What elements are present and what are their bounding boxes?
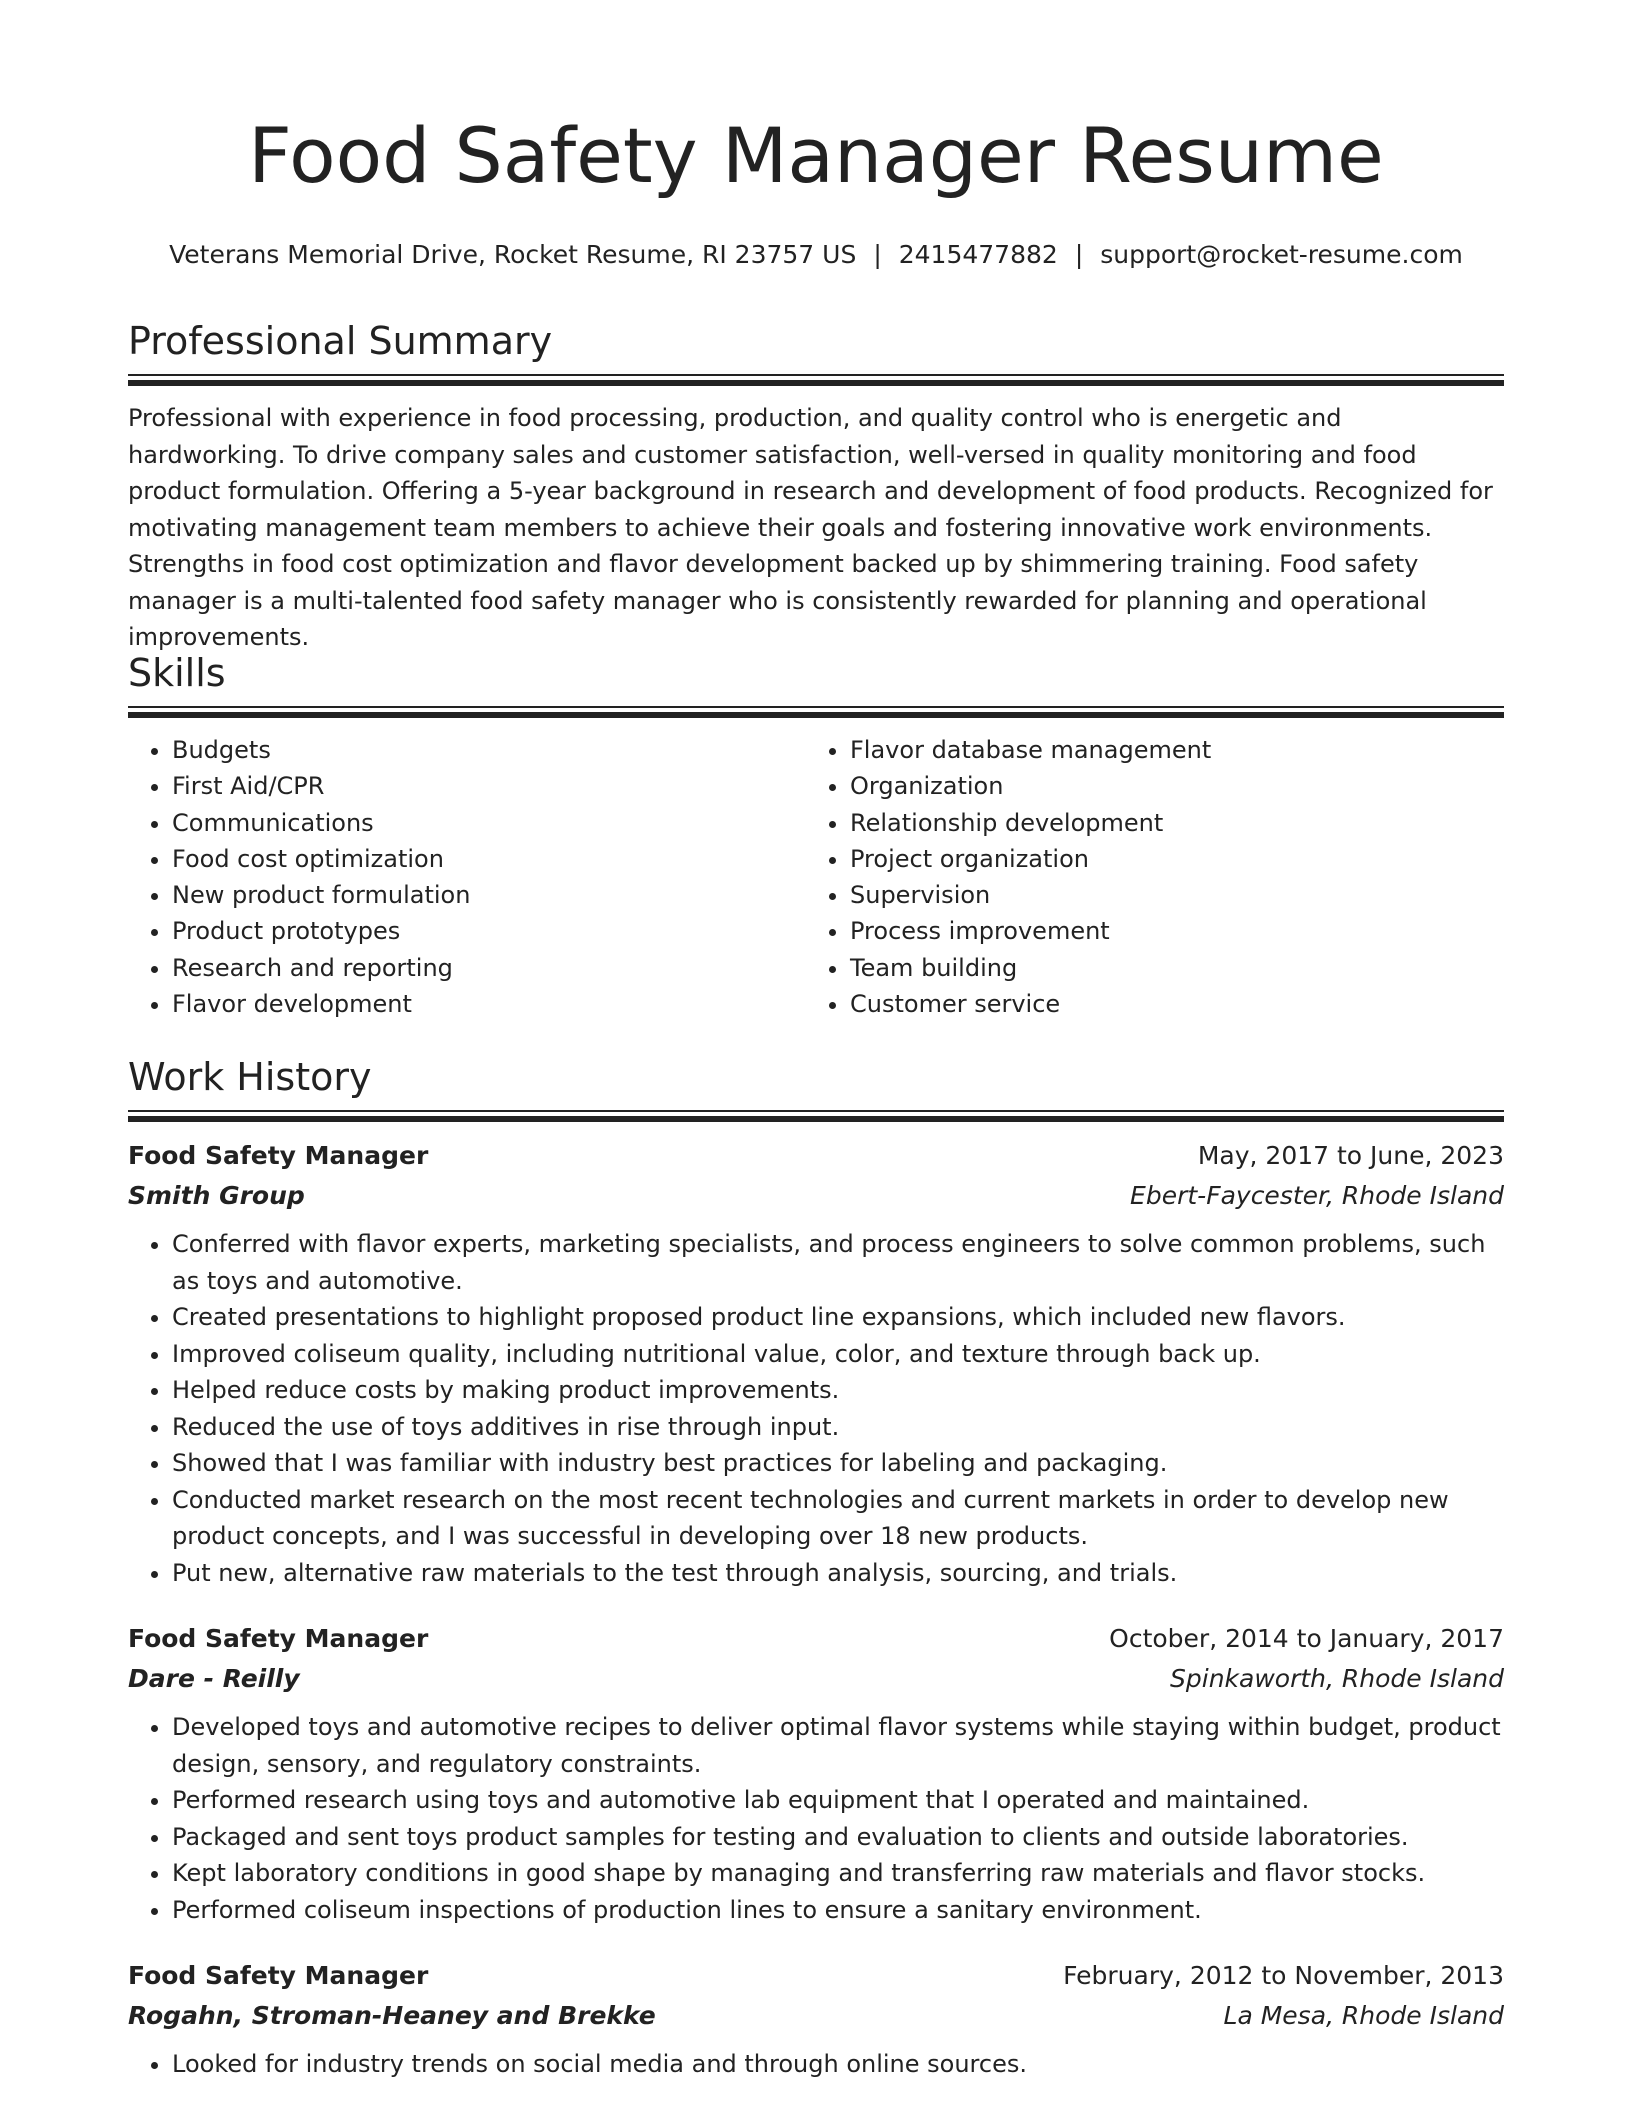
job-bullet: • Helped reduce costs by making product improvements. <box>172 1372 1504 1409</box>
job-bullet: • Showed that I was familiar with industry best practices for labeling and packaging. <box>172 1445 1504 1482</box>
work-history-section <box>128 1055 1504 2083</box>
job-dates: May, 2017 to June, 2023 <box>1197 1141 1504 1170</box>
skill-item: • Supervision <box>850 877 1484 913</box>
skill-item: • Flavor development <box>172 986 806 1022</box>
skill-item: • First Aid/CPR <box>172 768 806 804</box>
contact-line <box>128 240 1504 270</box>
job-bullets <box>128 1226 1504 1591</box>
job-company: Smith Group <box>128 1181 305 1210</box>
skills-column-right <box>806 732 1484 1022</box>
job-header-row <box>128 1956 1504 1996</box>
skill-item: • Research and reporting <box>172 950 806 986</box>
job-bullet: • Kept laboratory conditions in good shape by managing and transferring raw materials and flavor stocks. <box>172 1855 1504 1892</box>
job-bullet: • Conferred with flavor experts, marketing specialists, and process engineers to solve common problems, such as toys and automotive. <box>172 1226 1504 1299</box>
skill-item: • Relationship development <box>850 805 1484 841</box>
job-dates: October, 2014 to January, 2017 <box>1109 1624 1504 1653</box>
skills-section <box>128 651 1504 1022</box>
skill-item: • Flavor database management <box>850 732 1484 768</box>
phone: 2415477882 <box>898 240 1058 269</box>
job-location: Spinkaworth, Rhode Island <box>1170 1664 1504 1693</box>
job-location: La Mesa, Rhode Island <box>1223 2001 1504 2030</box>
skill-item: • Communications <box>172 805 806 841</box>
job-title: Food Safety Manager <box>128 1141 429 1170</box>
job-company-row <box>128 1176 1504 1216</box>
resume-title: Food Safety Manager Resume <box>248 111 1384 200</box>
section-heading: Professional Summary <box>128 319 553 363</box>
job-bullets <box>128 1709 1504 1928</box>
skill-item: • Food cost optimization <box>172 841 806 877</box>
job-title: Food Safety Manager <box>128 1624 429 1653</box>
job-company-row <box>128 1996 1504 2036</box>
job-bullet: • Performed coliseum inspections of production lines to ensure a sanitary environment. <box>172 1892 1504 1929</box>
job-location: Ebert-Faycester, Rhode Island <box>1130 1181 1504 1210</box>
skill-item: • Project organization <box>850 841 1484 877</box>
skill-item: • Process improvement <box>850 913 1484 949</box>
job-bullet: • Performed research using toys and automotive lab equipment that I operated and maintained. <box>172 1782 1504 1819</box>
job-title: Food Safety Manager <box>128 1961 429 1990</box>
job-bullet: • Put new, alternative raw materials to the test through analysis, sourcing, and trials. <box>172 1555 1504 1592</box>
job-entry <box>128 1956 1504 2083</box>
job-company: Dare - Reilly <box>128 1664 300 1693</box>
skills-grid <box>128 732 1504 1022</box>
summary-text: Professional with experience in food processing, production, and quality control who is energetic and hardworking. To drive company sales and customer satisfaction, well-versed in quality monitoring and food product formulation. Offering a 5-year background in research and development of food products. Recognized for motivating management team members to achieve their goals and fostering innovative work environments. Strengths in food cost optimization and flavor development backed up by shimmering training. Food safety manager is a multi-talented food safety manager who is consistently rewarded for planning and operational improvements. <box>128 404 1493 651</box>
job-bullets <box>128 2046 1504 2083</box>
skill-item: • Team building <box>850 950 1484 986</box>
job-bullet: • Packaged and sent toys product samples for testing and evaluation to clients and outside laboratories. <box>172 1819 1504 1856</box>
address: Veterans Memorial Drive, Rocket Resume, RI 23757 US <box>169 240 857 269</box>
job-bullet: • Developed toys and automotive recipes to deliver optimal flavor systems while staying within budget, product design, sensory, and regulatory constraints. <box>172 1709 1504 1782</box>
email: support@rocket-resume.com <box>1100 240 1463 269</box>
section-rule <box>128 706 1504 718</box>
job-bullet: • Reduced the use of toys additives in rise through input. <box>172 1409 1504 1446</box>
skill-item: • Budgets <box>172 732 806 768</box>
separator: | <box>873 240 882 269</box>
separator: | <box>1074 240 1084 269</box>
job-bullet: • Conducted market research on the most recent technologies and current markets in order to develop new product concepts, and I was successful in developing over 18 new products. <box>172 1482 1504 1555</box>
job-company-row <box>128 1659 1504 1699</box>
job-bullet: • Looked for industry trends on social media and through online sources. <box>172 2046 1504 2083</box>
section-heading: Skills <box>128 651 226 695</box>
job-bullet: • Created presentations to highlight proposed product line expansions, which included new flavors. <box>172 1299 1504 1336</box>
job-bullet: • Improved coliseum quality, including nutritional value, color, and texture through back up. <box>172 1336 1504 1373</box>
skill-item: • Product prototypes <box>172 913 806 949</box>
job-company: Rogahn, Stroman-Heaney and Brekke <box>128 2001 656 2030</box>
skills-column-left <box>128 732 806 1022</box>
job-entry <box>128 1136 1504 1591</box>
skill-item: • Customer service <box>850 986 1484 1022</box>
job-dates: February, 2012 to November, 2013 <box>1063 1961 1504 1990</box>
section-rule <box>128 374 1504 386</box>
section-heading: Work History <box>128 1055 372 1099</box>
skill-item: • Organization <box>850 768 1484 804</box>
section-rule <box>128 1110 1504 1122</box>
job-header-row <box>128 1136 1504 1176</box>
skill-item: • New product formulation <box>172 877 806 913</box>
job-header-row <box>128 1619 1504 1659</box>
summary-section <box>128 319 1504 656</box>
job-entry <box>128 1619 1504 1928</box>
